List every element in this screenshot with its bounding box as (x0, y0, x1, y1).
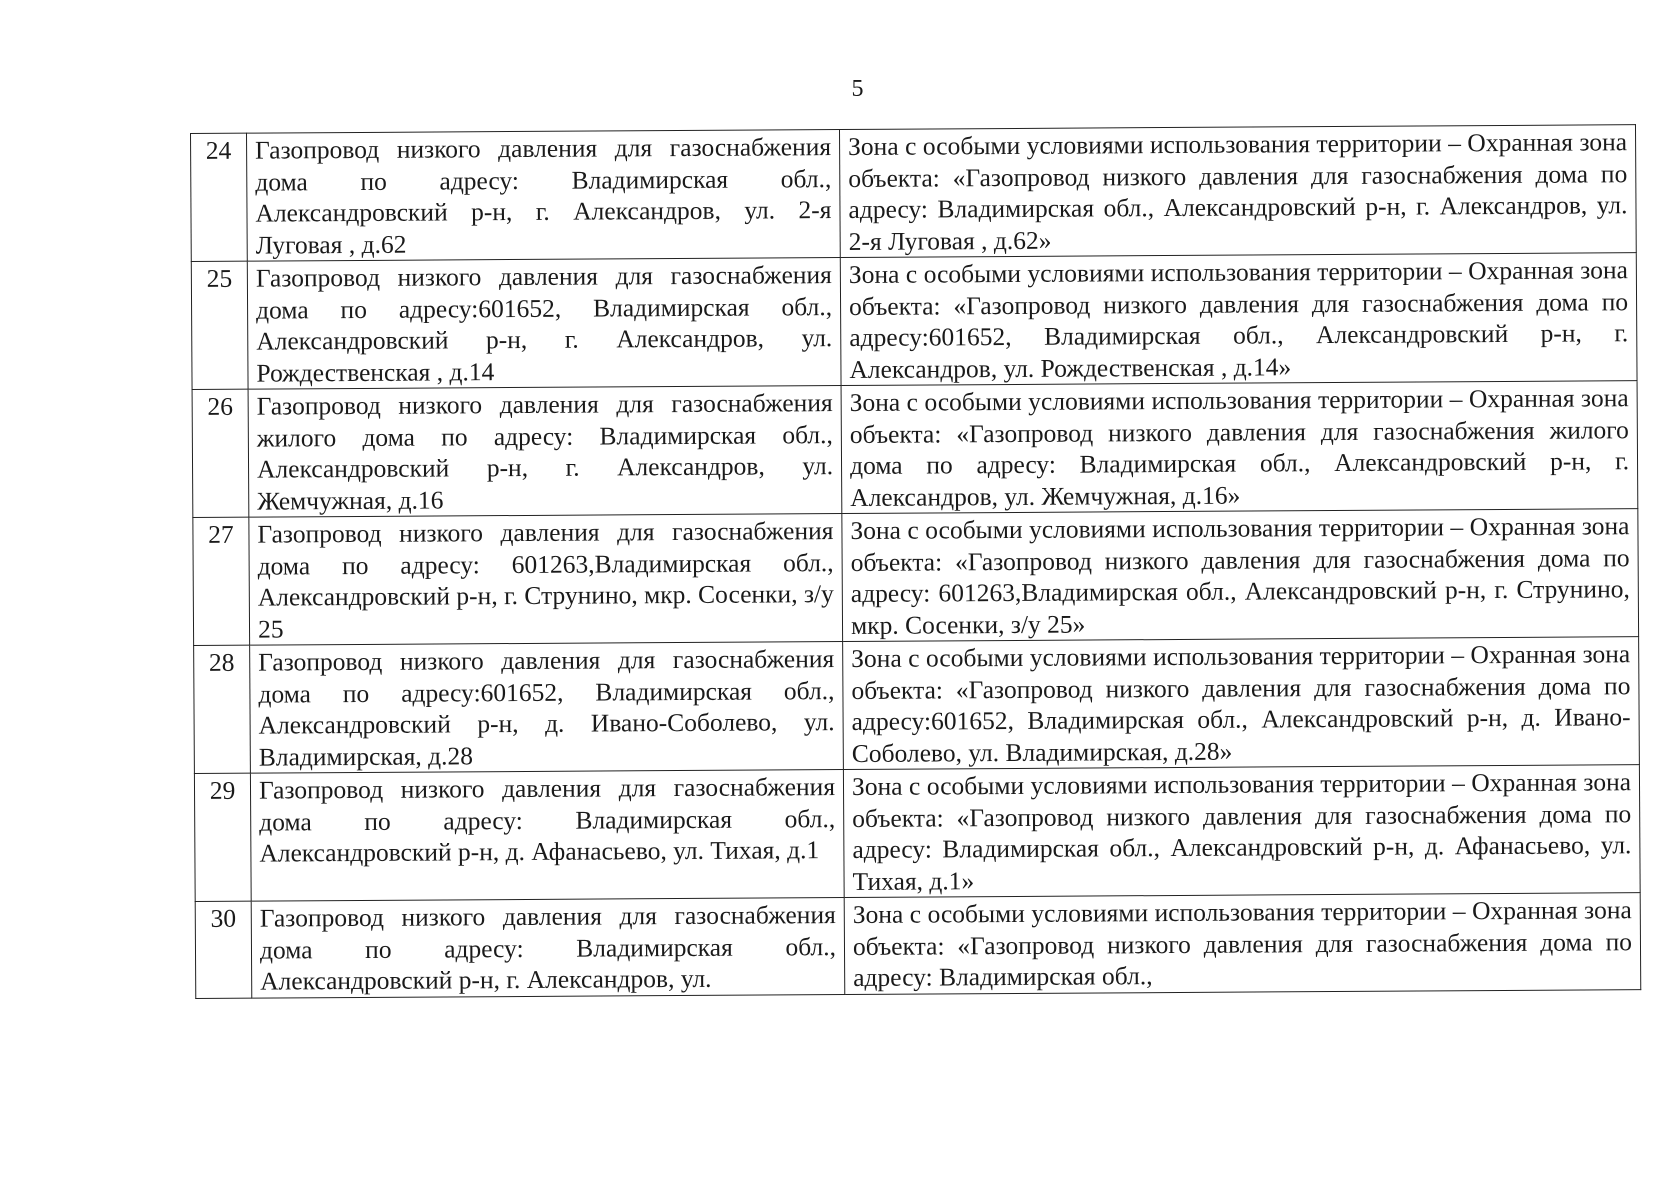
gas-pipeline-table (190, 124, 1641, 998)
page-number: 5 (851, 76, 864, 102)
protection-zone-description: Зона с особыми условиями использования территории – Охранная зона объекта: «Газопровод низкого давления для газоснабжения дома по адресу: Владимирская обл., (844, 893, 1641, 994)
row-number: 30 (195, 901, 252, 998)
protection-zone-description: Зона с особыми условиями использования территории – Охранная зона объекта: «Газопровод низкого давления для газоснабжения жилого дома по адресу: Владимирская обл., Александровский р-н, г. Александров, ул. Жемчужная, д.16» (841, 381, 1638, 514)
protection-zone-description: Зона с особыми условиями использования территории – Охранная зона объекта: «Газопровод низкого давления для газоснабжения дома по адресу: Владимирская обл., Александровский р-н, г. Александров, ул. 2-я Луговая , д.62» (839, 125, 1636, 258)
object-description: Газопровод низкого давления для газоснабжения жилого дома по адресу: Владимирская обл., Александровский р-н, г. Александров, ул. Жемчужная, д.16 (248, 386, 842, 518)
protection-zone-description: Зона с особыми условиями использования территории – Охранная зона объекта: «Газопровод низкого давления для газоснабжения дома по адресу: Владимирская обл., Александровский р-н, д. Афанасьево, ул. Тихая, д.1» (843, 765, 1640, 898)
object-description: Газопровод низкого давления для газоснабжения дома по адресу: Владимирская обл., Александровский р-н, д. Афанасьево, ул. Тихая, д.1 (250, 770, 844, 902)
object-description: Газопровод низкого давления для газоснабжения дома по адресу: 601263,Владимирская обл., Александровский р-н, г. Струнино, мкр. Сосенки, з/у 25 (249, 514, 843, 646)
table-row (193, 509, 1639, 646)
table-row (191, 125, 1637, 262)
protection-zone-description: Зона с особыми условиями использования территории – Охранная зона объекта: «Газопровод низкого давления для газоснабжения дома по адресу: 601263,Владимирская обл., Александровский р-н, г. Струнино, мкр. Сосенки, з/у 25» (842, 509, 1639, 642)
table-row (195, 893, 1641, 998)
table-row (194, 765, 1640, 902)
object-description: Газопровод низкого давления для газоснабжения дома по адресу: Владимирская обл., Александровский р-н, г. Александров, ул. 2-я Луговая , д.62 (247, 130, 841, 262)
protection-zone-description: Зона с особыми условиями использования территории – Охранная зона объекта: «Газопровод низкого давления для газоснабжения дома по адресу:601652, Владимирская обл., Александровский р-н, д. Ивано-Соболево, ул. Владимирская, д.28» (843, 637, 1640, 770)
row-number: 26 (192, 389, 249, 517)
table-row (191, 253, 1637, 390)
row-number: 24 (191, 133, 248, 261)
object-description: Газопровод низкого давления для газоснабжения дома по адресу:601652, Владимирская обл., Александровский р-н, д. Ивано-Соболево, ул. Владимирская, д.28 (250, 642, 844, 774)
object-description: Газопровод низкого давления для газоснабжения дома по адресу: Владимирская обл., Александровский р-н, г. Александров, ул. (251, 898, 845, 998)
table-row (192, 381, 1638, 518)
row-number: 29 (194, 773, 251, 901)
row-number: 27 (193, 517, 250, 645)
table-row (194, 637, 1640, 774)
protection-zone-description: Зона с особыми условиями использования территории – Охранная зона объекта: «Газопровод низкого давления для газоснабжения дома по адресу:601652, Владимирская обл., Александровский р-н, г. Александров, ул. Рождественская , д.14» (840, 253, 1637, 386)
object-description: Газопровод низкого давления для газоснабжения дома по адресу:601652, Владимирская обл., Александровский р-н, г. Александров, ул. Рождественская , д.14 (247, 258, 841, 390)
row-number: 28 (194, 645, 251, 773)
row-number: 25 (191, 261, 248, 389)
